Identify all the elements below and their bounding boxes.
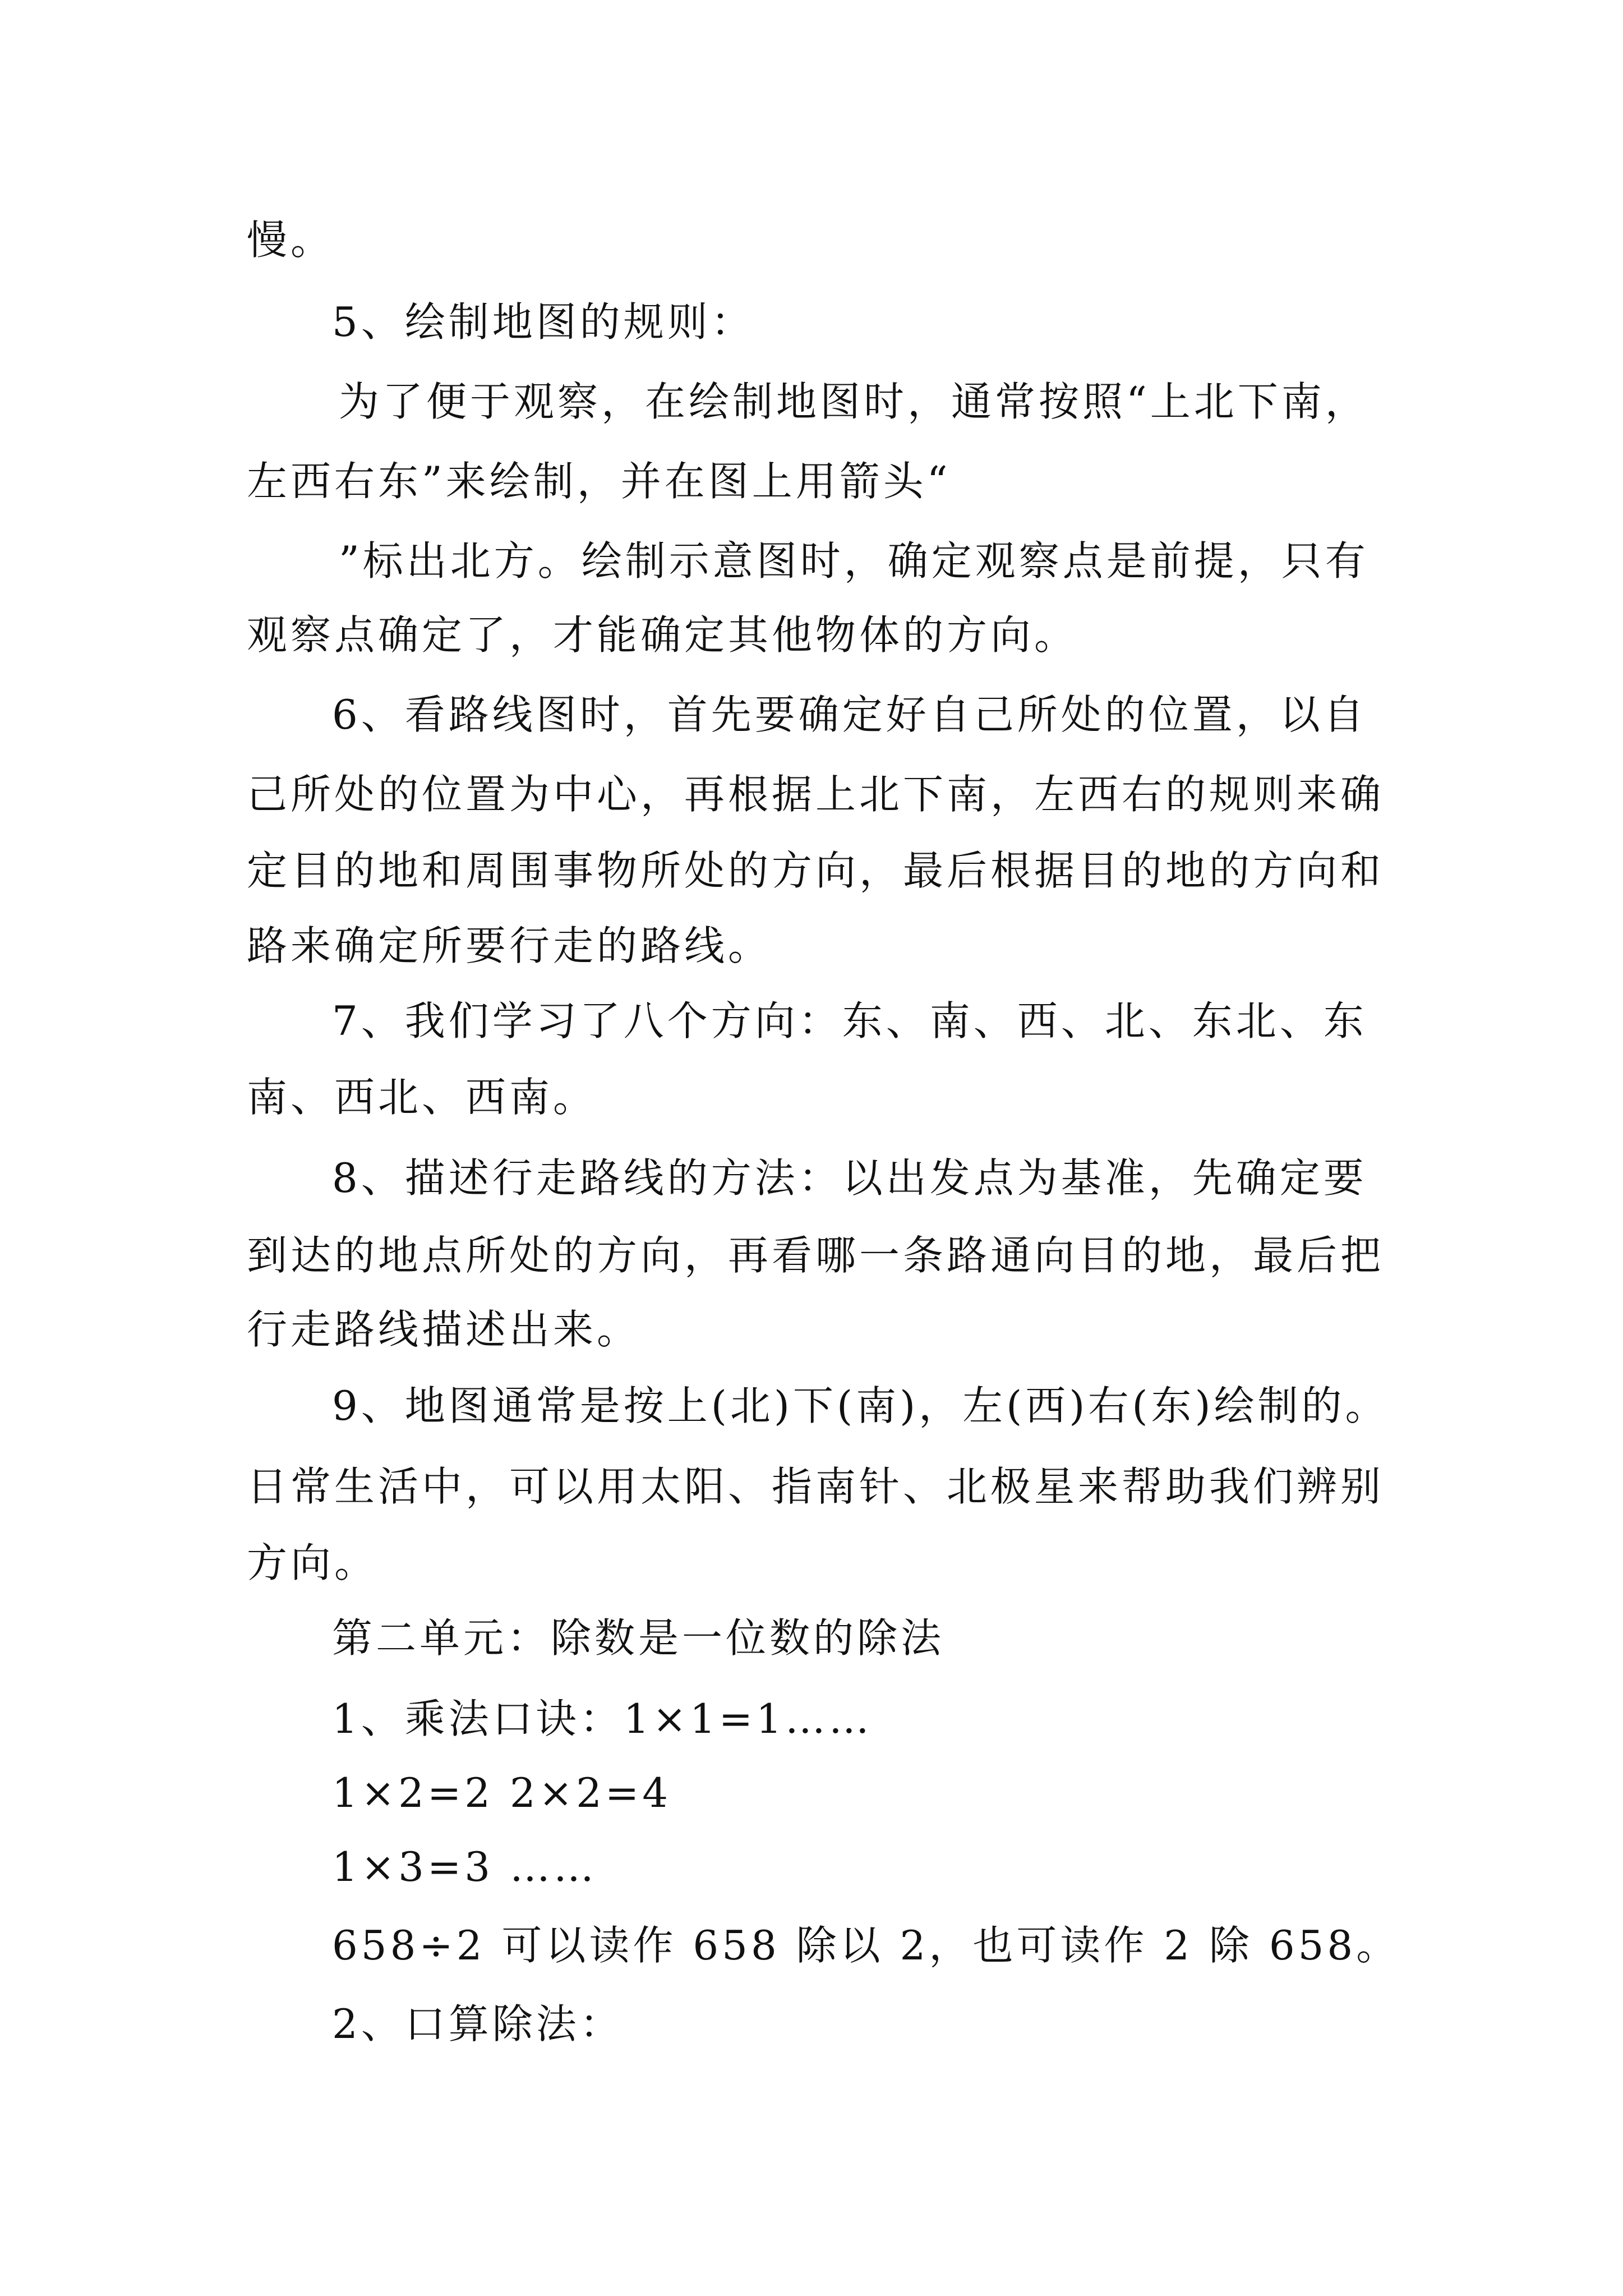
- text-line: 南、西北、西南。: [247, 1074, 597, 1121]
- text-line: ”标出北方。绘制示意图时，确定观察点是前提，只有: [339, 537, 1369, 585]
- text-line: 658÷2 可以读作 658 除以 2，也可读作 2 除 658。: [332, 1922, 1400, 1969]
- text-line: 日常生活中，可以用太阳、指南针、北极星来帮助我们辨别: [247, 1463, 1385, 1510]
- text-line: 慢。: [247, 217, 335, 264]
- text-line: 左西右东”来绘制，并在图上用箭头“: [247, 458, 951, 505]
- text-line: 1、乘法口诀：1×1=1……: [332, 1695, 873, 1742]
- section-heading: 2、口算除法：: [332, 2000, 624, 2047]
- text-line: 行走路线描述出来。: [247, 1306, 641, 1353]
- text-line: 己所处的位置为中心，再根据上北下南，左西右的规则来确: [247, 771, 1385, 818]
- text-line: 9、地图通常是按上(北)下(南)，左(西)右(东)绘制的。: [332, 1382, 1389, 1429]
- text-line: 路来确定所要行走的路线。: [247, 922, 772, 969]
- text-line: 为了便于观察，在绘制地图时，通常按照“上北下南，: [339, 378, 1369, 425]
- text-line: 定目的地和周围事物所处的方向，最后根据目的地的方向和: [247, 847, 1385, 894]
- text-line: 7、我们学习了八个方向：东、南、西、北、东北、东: [332, 997, 1367, 1045]
- section-heading: 5、绘制地图的规则：: [332, 298, 755, 346]
- text-line: 8、描述行走路线的方法：以出发点为基准，先确定要: [332, 1154, 1367, 1202]
- text-line: 观察点确定了，才能确定其他物体的方向。: [247, 611, 1078, 659]
- text-line: 6、看路线图时，首先要确定好自己所处的位置，以自: [332, 691, 1367, 738]
- text-line: 1×3=3 ……: [332, 1843, 597, 1890]
- text-line: 1×2=2 2×2=4: [332, 1769, 672, 1816]
- unit-heading: 第二单元：除数是一位数的除法: [332, 1614, 945, 1662]
- text-line: 方向。: [247, 1539, 379, 1586]
- text-line: 到达的地点所处的方向，再看哪一条路通向目的地，最后把: [247, 1232, 1385, 1279]
